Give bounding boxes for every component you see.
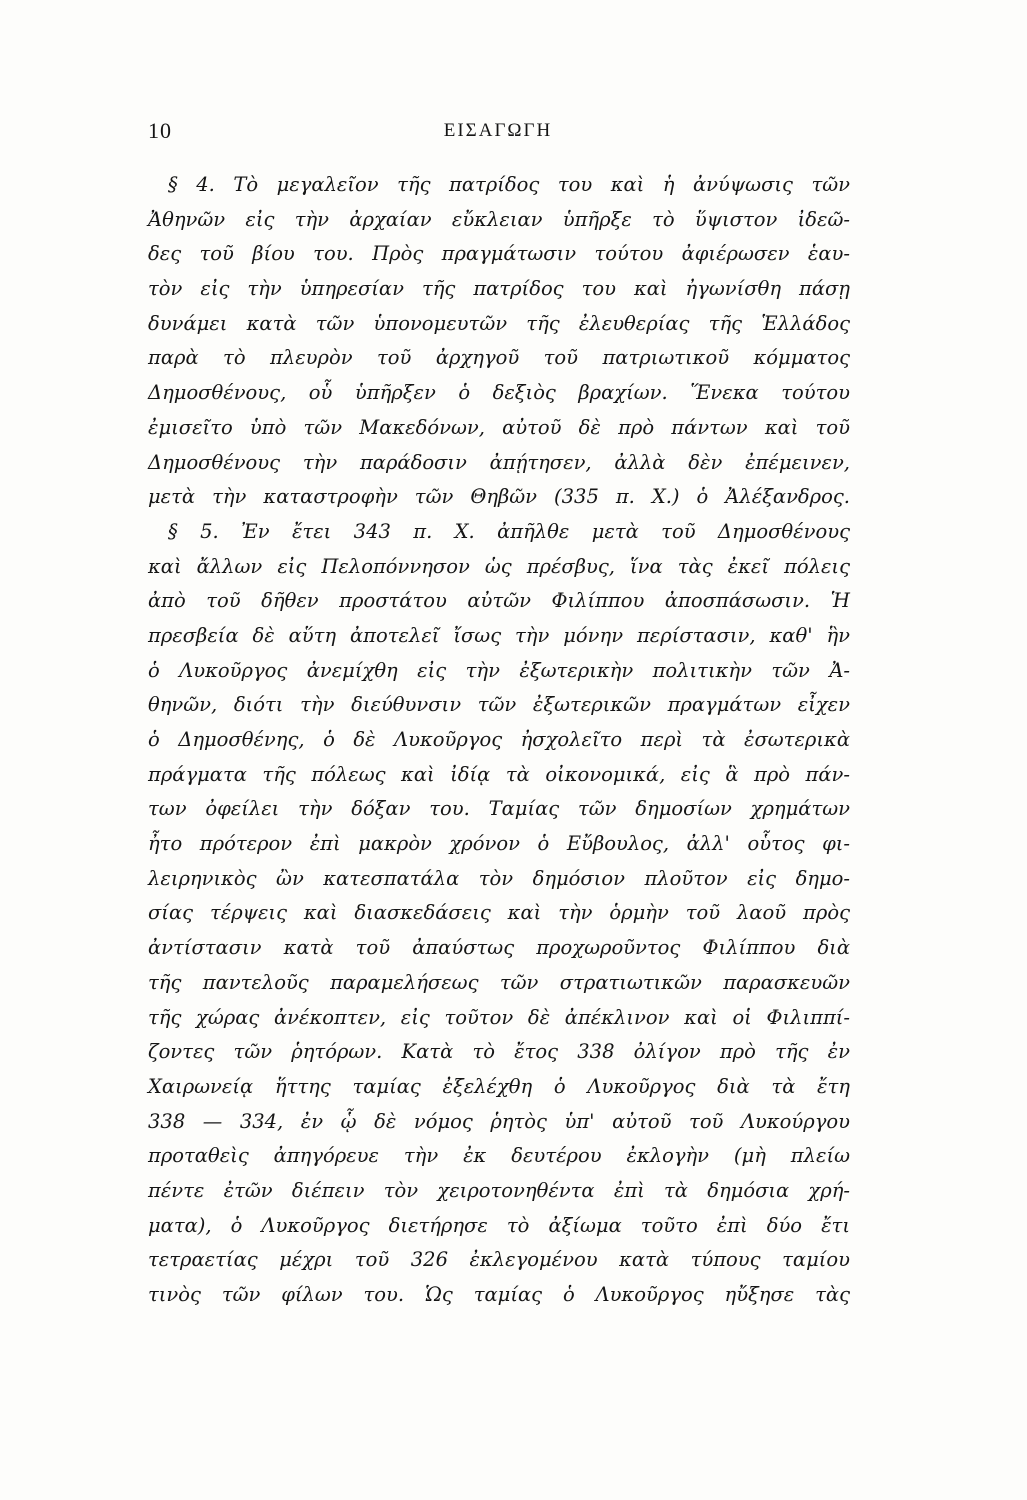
text-line: τὸν εἰς τὴν ὑπηρεσίαν τῆς πατρίδος του καὶ ἠγωνίσθη πάσῃ [148, 277, 850, 301]
text-line: ἐμισεῖτο ὑπὸ τῶν Μακεδόνων, αὐτοῦ δὲ πρὸ πάντων καὶ τοῦ [148, 415, 850, 439]
running-title: ΕΙΣΑΓΩΓΗ [443, 120, 553, 141]
text-line: 338 — 334, ἐν ᾧ δὲ νόμος ῥητὸς ὑπ' αὐτοῦ τοῦ Λυκούργου [148, 1109, 850, 1133]
paragraph-4-line-1: § 4. Τὸ μεγαλεῖον τῆς πατρίδος του καὶ ἡ ἀνύψωσις τῶν [168, 173, 850, 196]
text-line: θηνῶν, διότι τὴν διεύθυνσιν τῶν ἐξωτερικῶν πραγμάτων εἶχεν [148, 693, 850, 717]
text-line: ἀπὸ τοῦ δῆθεν προστάτου αὐτῶν Φιλίππου ἀποσπάσωσιν. Ἡ [148, 589, 850, 613]
body-text [148, 168, 850, 1313]
text-line: ὁ Δημοσθένης, ὁ δὲ Λυκοῦργος ἠσχολεῖτο περὶ τὰ ἐσωτερικὰ [148, 728, 850, 751]
text-line: ὁ Λυκοῦργος ἀνεμίχθη εἰς τὴν ἐξωτερικὴν πολιτικὴν τῶν Ἀ- [148, 658, 850, 682]
text-line: ἀντίστασιν κατὰ τοῦ ἀπαύστως προχωροῦντος Φιλίππου διὰ [148, 936, 850, 960]
text-line: δες τοῦ βίου του. Πρὸς πραγμάτωσιν τούτου ἀφιέρωσεν ἑαυ- [148, 242, 850, 266]
text-line: τετραετίας μέχρι τοῦ 326 ἐκλεγομένου κατὰ τύπους ταμίου [148, 1248, 850, 1272]
text-line: Ἀθηνῶν εἰς τὴν ἀρχαίαν εὔκλειαν ὑπῆρξε τὸ ὕψιστον ἰδεῶ- [148, 207, 850, 231]
text-line: καὶ ἄλλων εἰς Πελοπόννησον ὡς πρέσβυς, ἵνα τὰς ἐκεῖ πόλεις [148, 554, 850, 578]
text-line: λειρηνικὸς ὢν κατεσπατάλα τὸν δημόσιον πλοῦτον εἰς δημο- [148, 866, 850, 890]
text-line: των ὀφείλει τὴν δόξαν του. Ταμίας τῶν δημοσίων χρημάτων [148, 797, 850, 821]
text-line: παρὰ τὸ πλευρὸν τοῦ ἀρχηγοῦ τοῦ πατριωτικοῦ κόμματος [148, 346, 850, 370]
paragraph-5-line-1: § 5. Ἐν ἔτει 343 π. Χ. ἀπῆλθε μετὰ τοῦ Δημοσθένους [168, 519, 850, 543]
text-line: ἦτο πρότερον ἐπὶ μακρὸν χρόνον ὁ Εὔβουλος, ἀλλ' οὗτος φι- [148, 832, 850, 856]
text-line: πέντε ἐτῶν διέπειν τὸν χειροτονηθέντα ἐπὶ τὰ δημόσια χρή- [148, 1178, 850, 1202]
text-line-last: τινὸς τῶν φίλων του. Ὡς ταμίας ὁ Λυκοῦργος ηὔξησε τὰς [148, 1283, 850, 1306]
page-number: 10 [148, 118, 172, 143]
text-line: σίας τέρψεις καὶ διασκεδάσεις καὶ τὴν ὁρμὴν τοῦ λαοῦ πρὸς [148, 901, 850, 925]
text-line: τῆς χώρας ἀνέκοπτεν, εἰς τοῦτον δὲ ἀπέκλινον καὶ οἱ Φιλιππί- [148, 1005, 850, 1029]
text-line: δυνάμει κατὰ τῶν ὑπονομευτῶν τῆς ἐλευθερίας τῆς Ἑλλάδος [148, 311, 850, 335]
text-line: πράγματα τῆς πόλεως καὶ ἰδίᾳ τὰ οἰκονομικά, εἰς ἃ πρὸ πάν- [148, 762, 850, 786]
text-line: μετὰ τὴν καταστροφὴν τῶν Θηβῶν (335 π. Χ.) ὁ Ἀλέξανδρος. [148, 485, 850, 509]
page-header [148, 118, 848, 154]
text-line: τῆς παντελοῦς παραμελήσεως τῶν στρατιωτικῶν παρασκευῶν [148, 970, 850, 994]
text-line: ματα), ὁ Λυκοῦργος διετήρησε τὸ ἀξίωμα τοῦτο ἐπὶ δύο ἔτι [148, 1213, 850, 1237]
text-line: Δημοσθένους τὴν παράδοσιν ἀπῄτησεν, ἀλλὰ δὲν ἐπέμεινεν, [148, 450, 850, 474]
text-line: Δημοσθένους, οὗ ὑπῆρξεν ὁ δεξιὸς βραχίων. Ἕνεκα τούτου [148, 381, 850, 405]
text-line: ζοντες τῶν ῥητόρων. Κατὰ τὸ ἔτος 338 ὀλίγον πρὸ τῆς ἐν [148, 1040, 850, 1064]
text-line: πρεσβεία δὲ αὕτη ἀποτελεῖ ἴσως τὴν μόνην περίστασιν, καθ' ἣν [148, 623, 850, 647]
text-line: Χαιρωνείᾳ ἥττης ταμίας ἐξελέχθη ὁ Λυκοῦργος διὰ τὰ ἔτη [148, 1074, 850, 1098]
text-line: προταθεὶς ἀπηγόρευε τὴν ἐκ δευτέρου ἐκλογὴν (μὴ πλείω [148, 1144, 850, 1168]
